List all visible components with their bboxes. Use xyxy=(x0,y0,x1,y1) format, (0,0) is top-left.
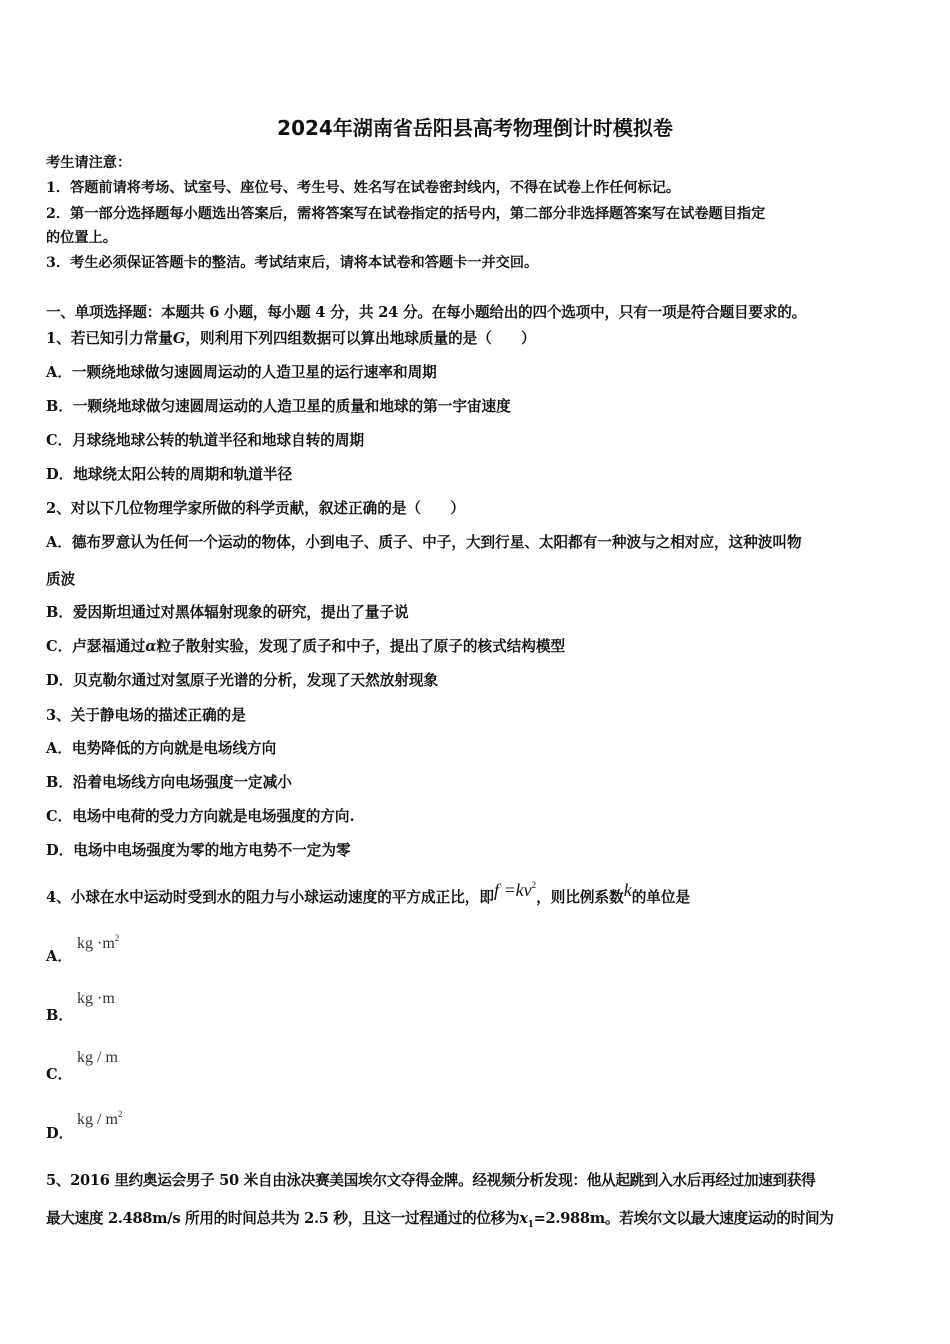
displacement-symbol: x xyxy=(519,1210,528,1227)
question-2-option-a: A．德布罗意认为任何一个运动的物体，小到电子、质子、中子，大到行星、太阳都有一种波与之相对应，这种波叫物 xyxy=(46,534,802,551)
question-4-stem-part-c: 的单位是 xyxy=(631,889,691,906)
question-4-option-c-unit xyxy=(77,1049,118,1067)
displacement-subscript: 1 xyxy=(527,1219,534,1230)
question-1-option-d: D．地球绕太阳公转的周期和轨道半径 xyxy=(46,466,293,483)
notice-item-2-cont: 的位置上。 xyxy=(46,230,117,246)
unit-text-c: kg / m xyxy=(77,1049,118,1066)
question-2-stem: 2、对以下几位物理学家所做的科学贡献，叙述正确的是（ ） xyxy=(46,500,465,517)
unit-text-d: kg / m xyxy=(77,1111,118,1128)
question-4-option-b-unit xyxy=(77,990,115,1008)
question-4-option-d-unit xyxy=(77,1109,122,1129)
question-1-option-b: B．一颗绕地球做匀速圆周运动的人造卫星的质量和地球的第一宇宙速度 xyxy=(46,398,511,415)
exam-title: 2024年湖南省岳阳县高考物理倒计时模拟卷 xyxy=(277,116,673,140)
unit-exponent-a: 2 xyxy=(114,933,120,943)
question-2-option-b: B．爱因斯坦通过对黑体辐射现象的研究，提出了量子说 xyxy=(46,604,409,621)
drag-formula-main: f =kv xyxy=(493,880,532,900)
question-3-option-a: A．电势降低的方向就是电场线方向 xyxy=(46,740,277,757)
question-4-option-c-label: C． xyxy=(46,1066,73,1083)
gravitational-constant-symbol: G xyxy=(172,330,186,347)
question-3-option-c: C．电场中电荷的受力方向就是电场强度的方向. xyxy=(46,808,355,825)
question-5-line-2-part-b: =2.988m。若埃尔文以最大速度运动的时间为 xyxy=(533,1210,834,1227)
question-1-option-c: C．月球绕地球公转的轨道半径和地球自转的周期 xyxy=(46,432,365,449)
question-5-line-1: 5、2016 里约奥运会男子 50 米自由泳决赛美国埃尔文夺得金牌。经视频分析发现：他从起跳到入水后再经过加速到获得 xyxy=(46,1172,816,1189)
question-4-stem-part-b: ，则比例系数 xyxy=(536,889,624,906)
question-2-option-d: D．贝克勒尔通过对氢原子光谱的分析，发现了天然放射现象 xyxy=(46,672,439,689)
drag-formula-exponent: 2 xyxy=(531,880,537,890)
question-1-option-a: A．一颗绕地球做匀速圆周运动的人造卫星的运行速率和周期 xyxy=(46,364,437,381)
coefficient-k-symbol: k xyxy=(623,880,632,900)
question-4-option-a-unit xyxy=(77,933,119,953)
question-1-stem-part-b: ，则利用下列四组数据可以算出地球质量的是（ ） xyxy=(185,330,536,347)
notice-heading: 考生请注意： xyxy=(46,155,132,171)
question-3-stem: 3、关于静电场的描述正确的是 xyxy=(46,707,246,724)
question-4-option-a-label: A． xyxy=(46,948,72,965)
question-4-option-b-label: B． xyxy=(46,1007,73,1024)
question-4-stem xyxy=(46,880,691,907)
question-2-option-c-part-a: C．卢瑟福通过 xyxy=(46,638,146,655)
unit-text-b: kg ·m xyxy=(77,990,115,1007)
question-3-option-b: B．沿着电场线方向电场强度一定减小 xyxy=(46,774,292,791)
notice-item-2: 2．第一部分选择题每小题选出答案后，需将答案写在试卷指定的括号内，第二部分非选择题答案写在试卷题目指定 xyxy=(46,206,766,222)
question-5-line-2-part-a: 最大速度 2.488m/s 所用的时间总共为 2.5 秒，且这一过程通过的位移为 xyxy=(46,1210,520,1227)
section-header: 一、单项选择题：本题共 6 小题，每小题 4 分，共 24 分。在每小题给出的四个选项中，只有一项是符合题目要求的。 xyxy=(46,304,807,321)
question-4-stem-part-a: 4、小球在水中运动时受到水的阻力与小球运动速度的平方成正比，即 xyxy=(46,889,494,906)
question-1-stem-part-a: 1、若已知引力常量 xyxy=(46,330,173,347)
notice-item-3: 3．考生必须保证答题卡的整洁。考试结束后，请将本试卷和答题卡一并交回。 xyxy=(46,255,539,271)
question-2-option-c-part-b: 粒子散射实验，发现了质子和中子，提出了原子的核式结构模型 xyxy=(156,638,566,655)
question-2-option-a-cont: 质波 xyxy=(46,571,76,588)
question-3-option-d: D．电场中电场强度为零的地方电势不一定为零 xyxy=(46,842,351,859)
unit-text-a: kg ·m xyxy=(77,935,115,952)
alpha-symbol: α xyxy=(145,638,157,655)
question-4-option-d-label: D． xyxy=(46,1125,74,1142)
question-1-stem xyxy=(46,327,536,348)
unit-exponent-d: 2 xyxy=(117,1109,123,1119)
question-2-option-c xyxy=(46,635,565,656)
drag-formula xyxy=(494,880,536,901)
question-5-line-2 xyxy=(46,1207,834,1230)
notice-item-1: 1．答题前请将考场、试室号、座位号、考生号、姓名写在试卷密封线内，不得在试卷上作任何标记。 xyxy=(46,180,681,196)
